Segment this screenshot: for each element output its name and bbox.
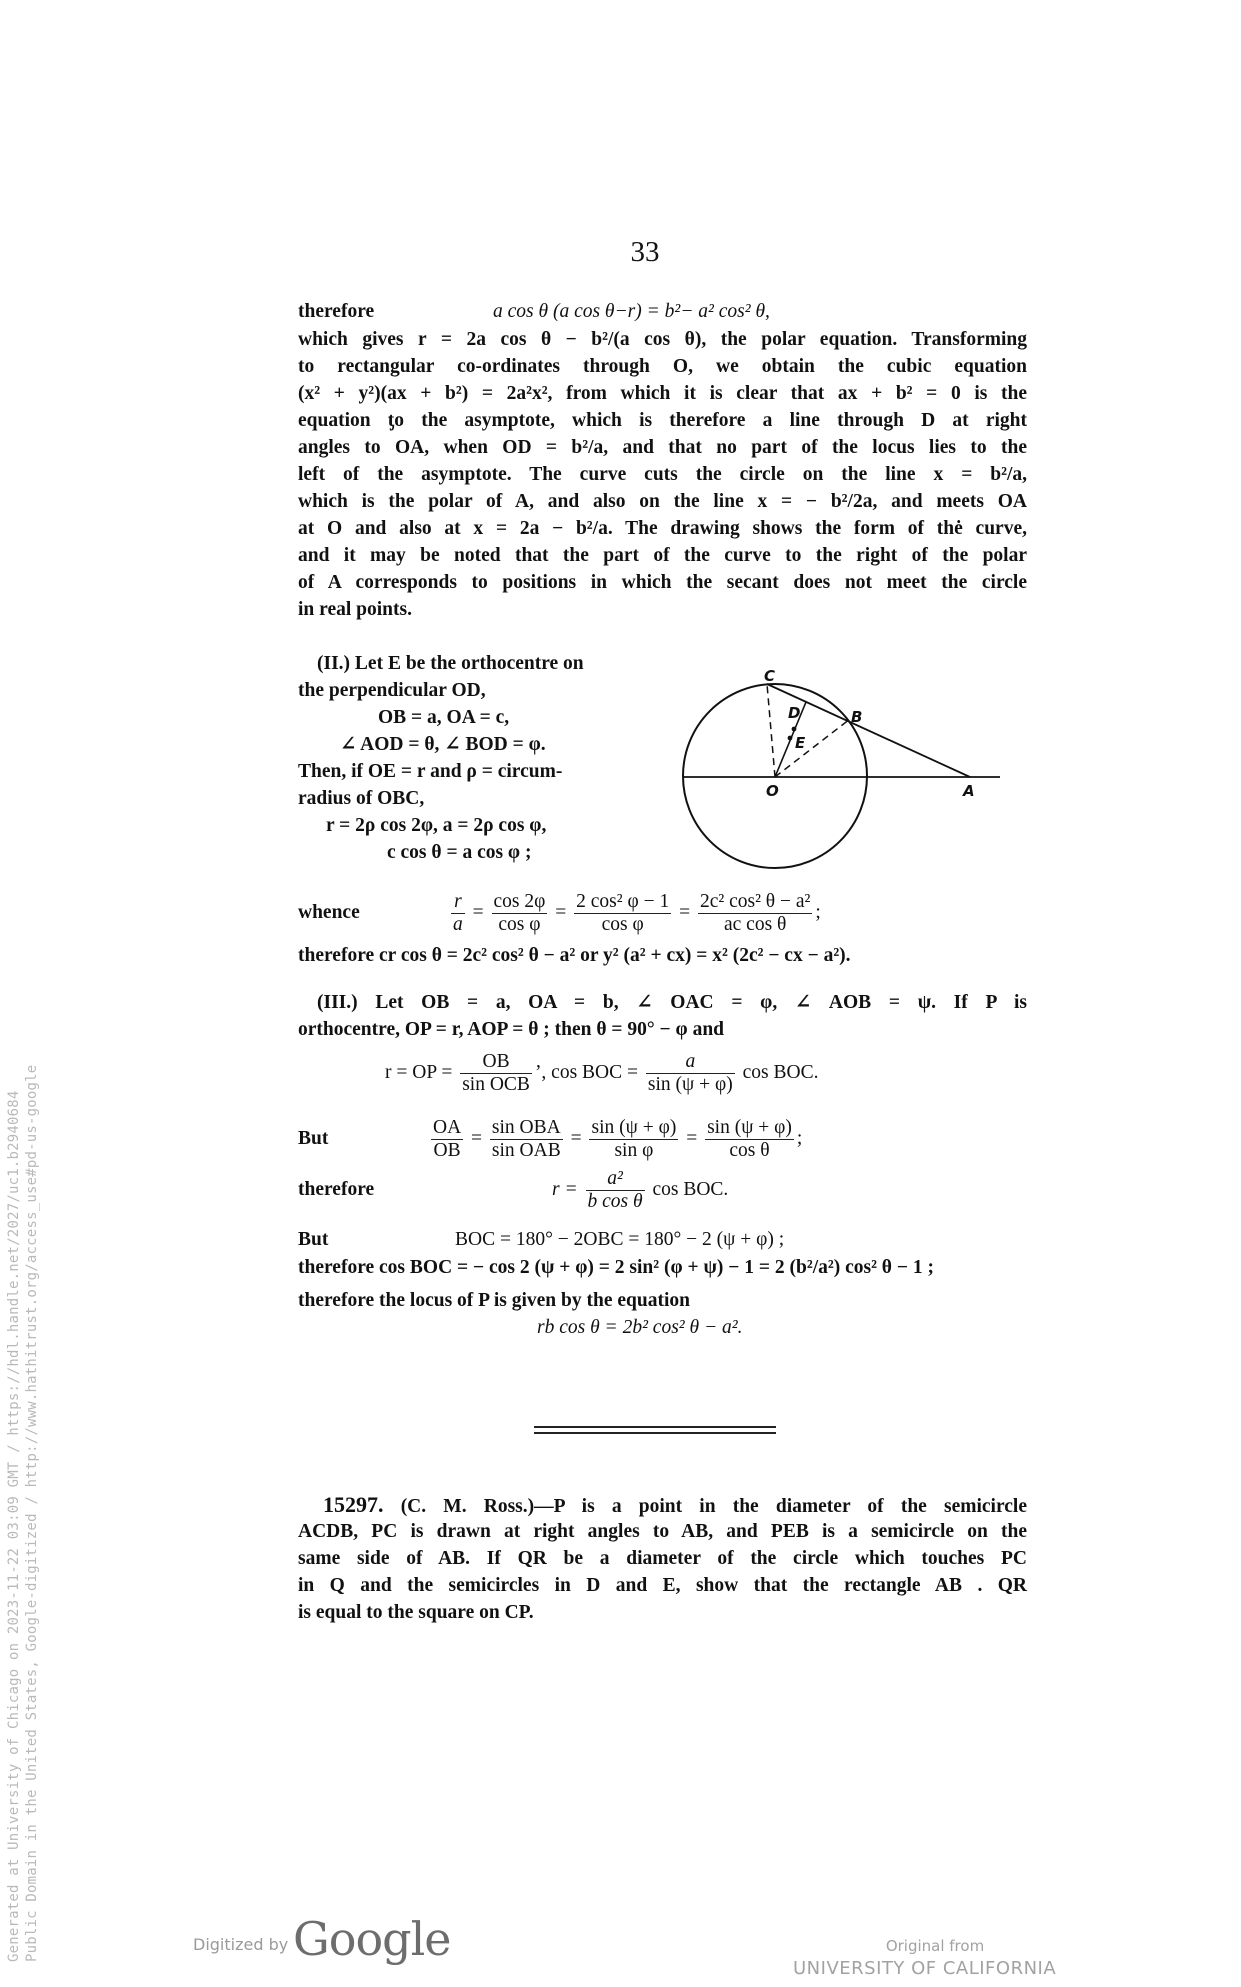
problem-line: same side of AB. If QR be a diameter of the circle which touches PC: [298, 1548, 1027, 1569]
label-e: E: [795, 734, 806, 752]
original-from-text: Original from: [885, 1937, 985, 1955]
equation-op: [385, 1048, 818, 1098]
but-equation: $\frac{OA}{OB}$ = $\frac{\text{sin OBA}}{\text{sin OAB}}$ = $\frac{\sin (\psi + \varphi)}{\text{sin φ}}$ = $\frac{\sin (\psi + \varphi)}{\text{cos θ}}$ ;: [433, 1117, 803, 1162]
section-iii-line: orthocentre, OP = r, AOP = θ ; then θ = 90° − φ and: [298, 1019, 725, 1040]
problem-line-1: [323, 1493, 1027, 1519]
section-ii-line: the perpendicular OD,: [298, 680, 486, 701]
label-a: A: [963, 782, 975, 800]
paragraph-line: to rectangular co-ordinates through O, we obtain the cubic equation: [298, 356, 1027, 377]
point-e: [788, 736, 793, 741]
line-oc: [767, 684, 775, 777]
fraction: $\frac{a}{\sin (\psi + \varphi)}$: [647, 1051, 733, 1096]
whence-label: whence: [298, 902, 360, 923]
watermark-line-2: Public Domain in the United States, Google-digitized / http://www.hathitrust.org/access_use#pd-us-google: [24, 1064, 40, 1962]
fraction: $\frac{\text{2c² cos² θ − a²}}{\text{ac cos θ}}$: [699, 891, 811, 936]
paragraph-line: and it may be noted that the part of the curve to the right of the polar: [298, 545, 1027, 566]
eq-text: r =: [552, 1179, 578, 1200]
section-ii-line: ∠ AOD = θ, ∠ BOD = φ.: [340, 734, 546, 755]
paragraph-line: which is the polar of A, and also on the line x = − b²/2a, and meets OA: [298, 491, 1027, 512]
google-logo: Google: [293, 1912, 451, 1966]
section-ii-line: OB = a, OA = c,: [378, 707, 510, 728]
divider-rule: [534, 1432, 776, 1434]
therefore-equation: [552, 1165, 728, 1215]
but-label: But: [298, 1229, 329, 1250]
fraction: $\frac{\cos 2\varphi}{\text{cos φ}}$: [493, 891, 546, 936]
geometry-figure: [660, 640, 1020, 880]
page-number: 33: [630, 236, 660, 268]
equation-line: a cos θ (a cos θ−r) = b²− a² cos² θ,: [493, 301, 770, 322]
label-c: C: [764, 667, 776, 685]
section-ii-line: radius of OBC,: [298, 788, 425, 809]
point-dot: [792, 727, 797, 732]
final-equation: rb cos θ = 2b² cos² θ − a².: [537, 1317, 743, 1338]
section-ii-line: Then, if OE = r and ρ = circum-: [298, 761, 563, 782]
label-o: O: [766, 782, 779, 800]
section-ii-line: (II.) Let E be the orthocentre on: [317, 653, 584, 674]
whence-equation: $\frac{r}{a}$ = $\frac{\cos 2\varphi}{\text{cos φ}}$ = $\frac{\text{2 cos² φ − 1}}{\text{cos φ}}$ = $\frac{\text{2c² cos² θ − a²}}{\text{ac cos θ}}$ ;: [453, 891, 821, 936]
label-d: D: [788, 704, 801, 722]
fraction: $\frac{\text{2 cos² φ − 1}}{\text{cos φ}}$: [576, 891, 670, 936]
problem-number: 15297.: [323, 1492, 384, 1517]
paragraph-line: angles to OA, when OD = b²/a, and that no part of the locus lies to the: [298, 437, 1027, 458]
university-text: UNIVERSITY OF CALIFORNIA: [793, 1958, 1057, 1979]
therefore-label: therefore: [298, 301, 375, 322]
problem-line: in Q and the semicircles in D and E, show that the rectangle AB . QR: [298, 1575, 1027, 1596]
label-b: B: [851, 708, 863, 726]
eq-text: r = OP =: [385, 1062, 453, 1083]
semicolon: ;: [815, 902, 821, 923]
semicolon: ;: [796, 1128, 803, 1149]
section-ii-line: r = 2ρ cos 2φ, a = 2ρ cos φ,: [326, 815, 547, 836]
paragraph-line: left of the asymptote. The curve cuts the circle on the line x = b²/a,: [298, 464, 1027, 485]
fraction: $\frac{OB}{\text{sin OCB}}$: [462, 1051, 530, 1096]
divider-rule: [534, 1426, 776, 1428]
paragraph-line: which gives r = 2a cos θ − b²/(a cos θ), the polar equation. Transforming: [298, 329, 1027, 350]
eq-text: ’, cos BOC =: [534, 1062, 639, 1083]
problem-text: (C. M. Ross.)—P is a point in the diameter of the semicircle: [400, 1496, 1028, 1517]
therefore-line: therefore the locus of P is given by the equation: [298, 1290, 690, 1311]
problem-line: ACDB, PC is drawn at right angles to AB, and PEB is a semicircle on the: [298, 1521, 1027, 1542]
eq-text: cos BOC.: [652, 1179, 729, 1200]
therefore-label: therefore: [298, 1179, 375, 1200]
line-ca: [767, 684, 970, 777]
fraction: $\frac{r}{a}$: [453, 891, 463, 936]
digitized-by-text: Digitized by: [193, 1935, 289, 1954]
problem-line: is equal to the square on CP.: [298, 1602, 534, 1623]
therefore-line: therefore cr cos θ = 2c² cos² θ − a² or y² (a² + cx) = x² (2c² − cx − a²).: [298, 945, 851, 966]
paragraph-line: at O and also at x = 2a − b²/a. The drawing shows the form of thė curve,: [298, 518, 1027, 539]
paragraph-line: equation ƫo the asymptote, which is therefore a line through D at right: [298, 410, 1027, 431]
fraction: $\frac{\text{sin OBA}}{\text{sin OAB}}$: [491, 1117, 561, 1162]
paragraph-line: in real points.: [298, 599, 412, 620]
paragraph-line: (x² + y²)(ax + b²) = 2a²x², from which it is clear that ax + b² = 0 is the: [298, 383, 1027, 404]
therefore-line: therefore cos BOC = − cos 2 (ψ + φ) = 2 sin² (φ + ψ) − 1 = 2 (b²/a²) cos² θ − 1 ;: [298, 1257, 934, 1278]
but-equation: BOC = 180° − 2OBC = 180° − 2 (ψ + φ) ;: [455, 1229, 785, 1250]
fraction: $\frac{OA}{OB}$: [433, 1117, 462, 1162]
paragraph-line: of A corresponds to positions in which the secant does not meet the circle: [298, 572, 1027, 593]
watermark-line-1: Generated at University of Chicago on 2023-11-22 03:09 GMT / https://hdl.handle.net/2027/uc1.b2940684: [6, 1090, 22, 1962]
fraction: $\frac{\sin (\psi + \varphi)}{\text{cos θ}}$: [707, 1117, 792, 1162]
fraction: $\frac{\sin (\psi + \varphi)}{\text{sin φ}}$: [591, 1117, 677, 1162]
but-label: But: [298, 1128, 329, 1149]
fraction: $\frac{\text{a²}}{\text{b cos θ}}$: [587, 1168, 643, 1213]
eq-text: cos BOC.: [742, 1062, 819, 1083]
section-iii-line: (III.) Let OB = a, OA = b, ∠ OAC = φ, ∠ AOB = ψ. If P is: [317, 992, 1027, 1013]
section-ii-line: c cos θ = a cos φ ;: [387, 842, 532, 863]
